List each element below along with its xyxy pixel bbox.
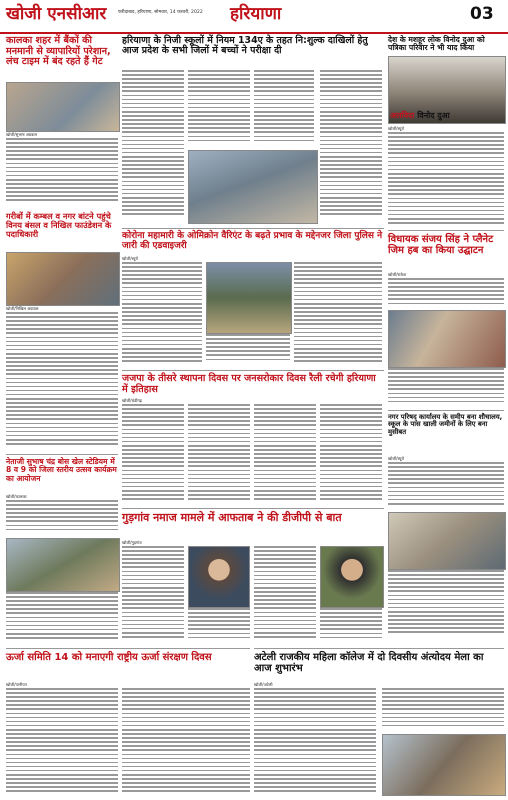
headline-blanket: गरीबों में कम्बल व नगर बांटने पहुंचे विनय बंसल व निखिल फाउंडेशन के पदाधिकारी xyxy=(6,211,112,240)
caption-name: विनोद दुआ xyxy=(417,111,450,120)
photo-netaji-event xyxy=(6,538,120,592)
body-kalka xyxy=(6,138,118,206)
body-jjp-col2 xyxy=(188,404,250,504)
body-corona-col1 xyxy=(122,262,202,366)
divider-school xyxy=(388,410,504,411)
divider-corona xyxy=(122,228,384,229)
photo-police-officer xyxy=(206,262,292,334)
body-urja-col1 xyxy=(6,688,118,796)
body-blanket xyxy=(6,312,118,450)
divider-urja xyxy=(6,648,250,649)
headline-vinod-dua: देश के मशहूर लोक विनोद दुआ को पत्रिका परिवार ने भी याद किया xyxy=(388,35,485,53)
byline-plant: खोजी/राकेश xyxy=(388,272,407,277)
byline-obituary: खोजी/ब्यूरो xyxy=(388,126,404,131)
headline-ateli-college: अटेली राजकीय महिला कॉलेज में दो दिवसीय अंत्योदय मेला का आज शुभारंभ xyxy=(254,652,484,674)
body-urja-col2 xyxy=(122,688,250,796)
caption-alvida: अलविदा xyxy=(390,111,415,120)
headline-namaz-aftab: गुड़गांव नमाज मामले में आफताब ने की डीजीपी से बात xyxy=(122,511,342,524)
body-corona-col2 xyxy=(206,334,290,366)
photo-college-event xyxy=(382,734,506,796)
body-lead-col3 xyxy=(254,70,314,148)
dateline: फरीदाबाद, हरियाणा, सोमवार, 14 फरवरी, 2022 xyxy=(118,10,203,15)
photo-dgp xyxy=(320,546,384,608)
body-netaji-2 xyxy=(6,592,118,644)
body-lead-col4 xyxy=(320,70,382,222)
body-netaji xyxy=(6,500,118,536)
headline-corona-advisory: कोरोना महामारी के ओमिक्रोन वैरिएंट के बढ़ते प्रभाव के मद्देनजर जिला पुलिस ने जारी की एडवाइजरी xyxy=(122,231,383,251)
photo-blanket-distribution xyxy=(6,252,120,306)
body-corona-col3 xyxy=(294,262,382,366)
divider-netaji xyxy=(6,454,118,455)
section-title: हरियाणा xyxy=(230,4,282,24)
body-jjp-col1 xyxy=(122,404,184,504)
headline-jjp: जजपा के तीसरे स्थापना दिवस पर जनसरोकार दिवस रैली रचेगी हरियाणा में इतिहास xyxy=(122,373,376,395)
divider-namaz xyxy=(122,508,384,509)
body-lead-col1 xyxy=(122,70,184,220)
byline-corona: खोजी/ब्यूरो xyxy=(122,256,138,261)
body-jjp-col3 xyxy=(254,404,316,504)
photo-students-exam xyxy=(188,150,318,224)
photo-school-site xyxy=(388,512,506,570)
byline-namaz: खोजी/गुड़गांव xyxy=(122,540,142,545)
body-jjp-col4 xyxy=(320,404,382,504)
body-obituary xyxy=(388,132,504,228)
divider-college xyxy=(254,648,504,649)
headline-kalka-banks: कालका शहर में बैंकों की मनमानी से व्यापारियों परेशान, लंच टाइम में बंद रहते हैं गेट xyxy=(6,35,111,68)
headline-urja-samiti: ऊर्जा समिति 14 को मनाएगी राष्ट्रीय ऊर्जा संरक्षण दिवस xyxy=(6,652,212,663)
byline-jjp: खोजी/चंडीगढ़ xyxy=(122,398,142,403)
photo-bank-queue xyxy=(6,82,120,132)
obituary-caption xyxy=(390,110,450,121)
divider-jjp xyxy=(122,370,384,371)
masthead xyxy=(0,0,508,34)
divider-plant xyxy=(388,230,504,231)
body-namaz-col1 xyxy=(122,546,184,644)
body-college-col1 xyxy=(254,688,376,796)
body-namaz-col2 xyxy=(188,608,250,644)
headline-netaji-stadium: नेताजी सुभाष चंद्र बोस खेल स्टेडियम में 8 व 9 को जिला स्तरीय उत्सव कार्यक्रम का आयोजन xyxy=(6,457,117,483)
headline-planet-gym: विधायक संजय सिंह ने प्लैनेट जिम हब का किया उद्घाटन xyxy=(388,234,494,256)
photo-gym-inauguration xyxy=(388,310,506,368)
headline-school-toilet: नगर परिषद् कार्यालय के समीप बना शौचालय, स्कूल के पास खाली जमीनों के लिए बना मुसीबत xyxy=(388,413,503,436)
body-plant-2 xyxy=(388,368,504,406)
body-namaz-col4 xyxy=(320,608,382,644)
body-school-2 xyxy=(388,570,504,640)
byline-blanket: खोजी/निखिल अग्रवाल xyxy=(6,306,39,311)
body-college-col2 xyxy=(382,688,504,732)
byline-netaji: खोजी/कालका xyxy=(6,494,27,499)
body-school xyxy=(388,462,504,510)
headline-lead-134a: हरियाणा के निजी स्कूलों में नियम 134ए के तहत नि:शुल्क दाखिलों हेतु आज प्रदेश के सभी जिलों में बच्चों ने परीक्षा दी xyxy=(122,35,368,57)
photo-aftab xyxy=(188,546,250,608)
byline-school: खोजी/ब्यूरो xyxy=(388,456,404,461)
byline-college: खोजी/अटेली xyxy=(254,682,273,687)
body-namaz-col3 xyxy=(254,546,316,644)
page-number: 03 xyxy=(470,4,494,24)
body-plant xyxy=(388,278,504,308)
byline-kalka: खोजी/सुभाष अग्रवाल xyxy=(6,132,38,137)
newspaper-logo: खोजी एनसीआर xyxy=(6,4,107,24)
body-lead-col2 xyxy=(188,70,250,150)
byline-urja: खोजी/पानीपत xyxy=(6,682,27,687)
